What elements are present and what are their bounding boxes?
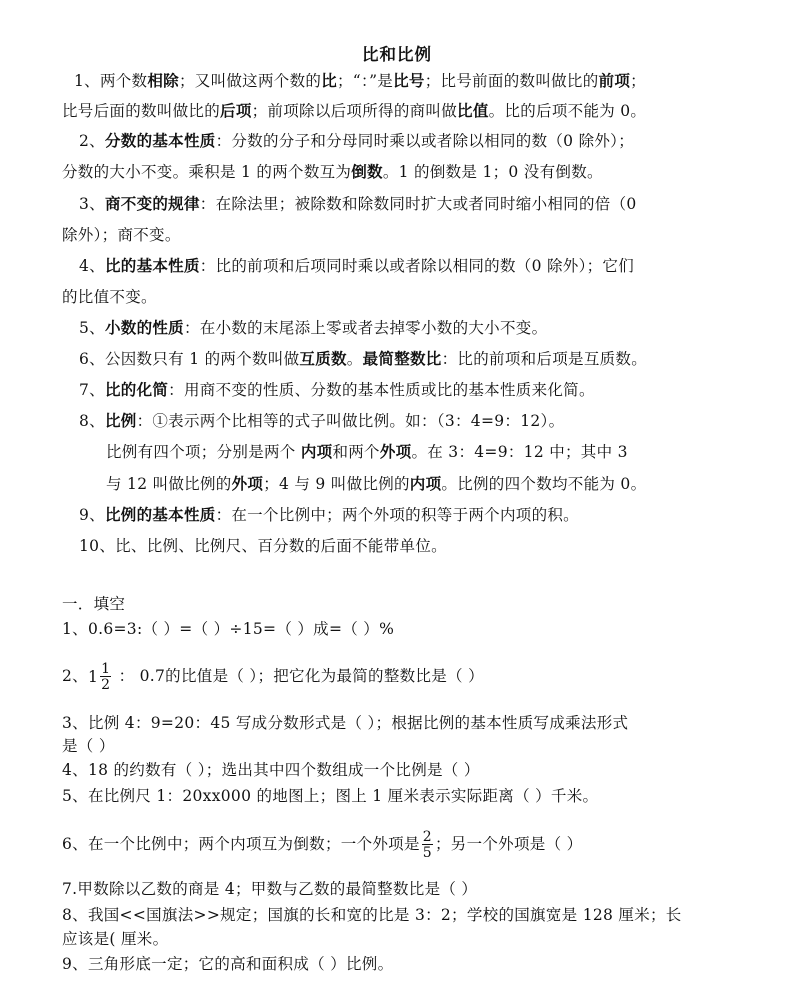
text: 6、在一个比例中；两个内项互为倒数；一个外项是 (62, 835, 420, 853)
text: ：在除法里；被除数和除数同时扩大或者同时缩小相同的倍（0 (199, 195, 637, 213)
bold-term: 外项 (231, 474, 264, 493)
bold-term: 最简整数比 (362, 349, 442, 368)
bold-term: 互质数 (299, 349, 347, 368)
bold-term: 外项 (379, 442, 412, 461)
bold-term: 商不变的规律 (104, 194, 200, 213)
point-8-line-3 (106, 474, 646, 494)
text: ：在一个比例中；两个外项的积等于两个内项的积。 (215, 506, 579, 524)
exercise-heading: 一．填空 (62, 595, 126, 613)
text: 。比的后项不能为 0。 (488, 102, 647, 120)
text: ；另一个外项是（ ） (434, 835, 583, 853)
text: 4、 (79, 257, 105, 275)
point-8-line-2 (106, 442, 628, 462)
text: ；比号前面的数叫做比的 (424, 72, 599, 90)
text: ；又叫做这两个数的 (178, 72, 322, 90)
point-9 (79, 505, 579, 525)
text: 7、 (79, 381, 105, 399)
text: ：用商不变的性质、分数的基本性质或比的基本性质来化简。 (168, 381, 595, 399)
point-3-line-1 (79, 194, 637, 214)
point-6 (79, 349, 647, 369)
bold-term: 前项 (598, 71, 631, 90)
page-title: 比和比例 (362, 45, 432, 64)
bold-term: 内项 (409, 474, 442, 493)
point-3-line-2: 除外）；商不变。 (62, 226, 181, 244)
question-9: 9、三角形底一定；它的高和面积成（ ）比例。 (62, 955, 394, 973)
text: 8、 (79, 412, 105, 430)
bold-term: 比的基本性质 (104, 256, 200, 275)
point-8-line-1 (79, 411, 564, 431)
fraction (422, 830, 433, 860)
question-4: 4、18 的约数有（ ）；选出其中四个数组成一个比例是（ ） (62, 761, 480, 779)
text: 3、 (79, 195, 105, 213)
text: 分数的大小不变。乘积是 1 的两个数互为 (62, 163, 352, 181)
point-4-line-2: 的比值不变。 (62, 288, 157, 306)
bold-term: 分数的基本性质 (104, 131, 216, 150)
fraction-numerator: 1 (101, 661, 111, 677)
fraction-denominator: 5 (422, 845, 432, 861)
bold-term: 比的化简 (104, 380, 169, 399)
point-1-line-1 (74, 71, 646, 91)
question-1: 1、0.6=3:（ ）=（ ）÷15=（ ）成=（ ）% (62, 620, 395, 638)
text: ：在小数的末尾添上零或者去掉零小数的大小不变。 (183, 319, 548, 337)
question-3-line-1: 3、比例 4：9=20：45 写成分数形式是（ ）；根据比例的基本性质写成乘法形式 (62, 714, 629, 732)
bold-term: 比号 (393, 71, 425, 90)
text: 比号后面的数叫做比的 (62, 102, 221, 120)
text: ：①表示两个比相等的式子叫做比例。如：（3：4=9：12）。 (136, 412, 565, 430)
text: 。 (346, 350, 363, 368)
text: ：比的前项和后项同时乘以或者除以相同的数（0 除外）；它们 (199, 257, 635, 275)
question-8-line-2: 应该是( 厘米。 (62, 930, 169, 948)
text: ；4 与 9 叫做比例的 (263, 475, 410, 493)
fraction (100, 662, 111, 692)
bold-term: 倒数 (351, 162, 383, 181)
text: ：比的前项和后项是互质数。 (441, 350, 648, 368)
text: 。比例的四个数均不能为 0。 (441, 475, 647, 493)
question-2 (62, 662, 484, 692)
bold-term: 比例 (104, 411, 137, 430)
text: ： 0.7的比值是（ ）；把它化为最简的整数比是（ ） (113, 667, 484, 685)
question-6 (62, 830, 582, 860)
point-4-line-1 (79, 256, 634, 276)
point-5 (79, 318, 547, 338)
text: 5、 (79, 319, 105, 337)
text: ：分数的分子和分母同时乘以或者除以相同的数（0 除外）； (215, 132, 635, 150)
text: 。在 3：4=9：12 中；其中 3 (411, 443, 628, 461)
point-2-line-2 (62, 162, 603, 182)
bold-term: 比 (321, 71, 337, 90)
point-7 (79, 380, 595, 400)
fraction-denominator: 2 (101, 677, 111, 693)
text: ；前项除以后项所得的商叫做 (251, 102, 458, 120)
question-number: 2、 (62, 667, 88, 685)
point-10: 10、比、比例、比例尺、百分数的后面不能带单位。 (79, 537, 447, 555)
text: 和两个 (332, 443, 380, 461)
text: ；“：”是 (337, 72, 394, 90)
point-2-line-1 (79, 131, 634, 151)
bold-term: 比例的基本性质 (104, 505, 216, 524)
question-3-line-2: 是（ ） (62, 737, 115, 755)
question-5: 5、在比例尺 1：20xx000 的地图上；图上 1 厘米表示实际距离（ ）千米。 (62, 787, 599, 805)
fraction-numerator: 2 (422, 829, 432, 845)
text: 与 12 叫做比例的 (106, 475, 232, 493)
text: 9、 (79, 506, 105, 524)
mixed-number-whole: 1 (87, 668, 99, 686)
bold-term: 内项 (300, 442, 333, 461)
text: ； (630, 72, 646, 90)
bold-term: 比值 (457, 101, 489, 120)
bold-term: 后项 (220, 101, 252, 120)
text: 2、 (79, 132, 105, 150)
text: 1、两个数 (74, 72, 148, 90)
text: 比例有四个项；分别是两个 (106, 443, 301, 461)
text: 6、公因数只有 1 的两个数叫做 (79, 350, 300, 368)
question-7: 7.甲数除以乙数的商是 4；甲数与乙数的最简整数比是（ ） (62, 880, 478, 898)
bold-term: 小数的性质 (104, 318, 184, 337)
point-1-line-2 (62, 101, 646, 121)
question-8-line-1: 8、我国<<国旗法>>规定；国旗的长和宽的比是 3：2；学校的国旗宽是 128 厘米；长 (62, 906, 682, 924)
text: 。1 的倒数是 1；0 没有倒数。 (382, 163, 603, 181)
bold-term: 相除 (147, 71, 179, 90)
